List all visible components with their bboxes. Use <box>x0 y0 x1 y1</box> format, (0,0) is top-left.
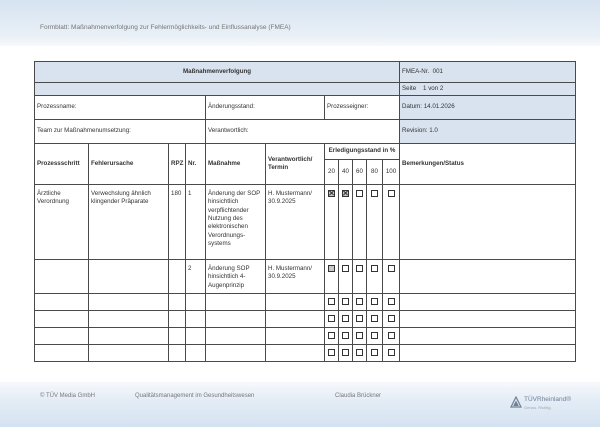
status-checkbox[interactable] <box>371 265 378 272</box>
status-checkbox[interactable] <box>388 332 395 339</box>
status-checkbox[interactable] <box>342 265 349 272</box>
status-checkbox[interactable] <box>342 332 349 339</box>
col-prozessschritt: Prozessschritt <box>35 144 89 185</box>
status-checkbox[interactable] <box>342 190 349 197</box>
status-checkbox[interactable] <box>342 315 349 322</box>
status-checkbox[interactable] <box>371 349 378 356</box>
nr-cell: 1 <box>186 185 206 260</box>
status-checkbox[interactable] <box>356 298 363 305</box>
status-checkbox[interactable] <box>342 349 349 356</box>
status-checkbox[interactable] <box>356 332 363 339</box>
aenderungsstand-label: Änderungsstand: <box>206 96 325 120</box>
tuv-rheinland-logo <box>510 395 580 415</box>
status-checkbox[interactable] <box>328 349 335 356</box>
percent-40: 40 <box>339 160 353 185</box>
footer-copyright: © TÜV Media GmbH <box>40 393 95 399</box>
fmea-nr-value: 001 <box>432 67 443 75</box>
verantwortlich-label: Verantwortlich: <box>206 120 400 144</box>
revision-cell: Revision: 1.0 <box>400 120 576 144</box>
status-checkbox[interactable] <box>356 315 363 322</box>
status-checkbox[interactable] <box>328 332 335 339</box>
datum-value: 14.01.2026 <box>423 103 455 111</box>
status-checkbox[interactable] <box>371 332 378 339</box>
percent-20: 20 <box>325 160 339 185</box>
table-row <box>35 294 576 311</box>
table-row <box>35 185 576 260</box>
status-checkbox[interactable] <box>328 190 335 197</box>
revision-value: 1.0 <box>429 127 438 135</box>
status-checkbox[interactable] <box>356 190 363 197</box>
col-verantwortlich: Verantwortlich/ Termin <box>266 144 325 185</box>
col-rpz: RPZ <box>169 144 186 185</box>
prozessname-label: Prozessname: <box>35 96 206 120</box>
footer-author: Claudia Brückner <box>335 393 382 399</box>
percent-100: 100 <box>383 160 400 185</box>
fmea-table <box>34 61 576 362</box>
status-checkbox[interactable] <box>388 265 395 272</box>
datum-cell: Datum: 14.01.2026 <box>400 96 576 120</box>
prozessschritt-cell: Ärztliche Verordnung <box>35 185 89 260</box>
rpz-cell: 180 <box>169 185 186 260</box>
seite-cell: Seite 1 von 2 <box>400 83 576 96</box>
status-checkbox[interactable] <box>388 298 395 305</box>
table-row <box>35 311 576 328</box>
col-fehlerursache: Fehlerursache <box>89 144 169 185</box>
percent-60: 60 <box>353 160 367 185</box>
nr-cell: 2 <box>186 260 206 294</box>
triangle-logo-icon <box>510 396 522 408</box>
table-row <box>35 328 576 345</box>
status-checkbox[interactable] <box>328 298 335 305</box>
verantwortlich-cell: H. Mustermann/ 30.9.2025 <box>266 260 325 294</box>
fehlerursache-cell: Verwechslung ähnlich klingender Präparate <box>89 185 169 260</box>
massnahme-cell: Änderung SOP hinsichtlich 4-Augenprinzip <box>206 260 266 294</box>
status-checkbox[interactable] <box>342 298 349 305</box>
fmea-nr-cell: FMEA-Nr. 001 <box>400 62 576 83</box>
status-checkbox[interactable] <box>371 315 378 322</box>
rpz-cell <box>169 260 186 294</box>
prozessschritt-cell <box>35 260 89 294</box>
table-row <box>35 260 576 294</box>
percent-80: 80 <box>367 160 383 185</box>
verantwortlich-cell: H. Mustermann/ 30.9.2025 <box>266 185 325 260</box>
status-checkbox[interactable] <box>328 315 335 322</box>
col-bemerkungen: Bemerkungen/Status <box>400 144 576 185</box>
col-erledigungsstand: Erledigungsstand in % <box>325 144 400 160</box>
team-label: Team zur Maßnahmenumsetzung: <box>35 120 206 144</box>
seite-value: 1 von 2 <box>423 84 444 92</box>
status-checkbox[interactable] <box>388 349 395 356</box>
header-band <box>0 0 600 46</box>
table-row <box>35 345 576 362</box>
status-checkbox[interactable] <box>388 190 395 197</box>
col-nr: Nr. <box>186 144 206 185</box>
status-checkbox[interactable] <box>371 190 378 197</box>
logo-tagline: Genau. Richtig. <box>524 405 552 410</box>
bemerkungen-cell <box>400 185 576 260</box>
logo-name: TÜVRheinland® <box>524 396 572 403</box>
status-checkbox[interactable] <box>328 265 335 272</box>
col-massnahme: Maßnahme <box>206 144 266 185</box>
form-heading: Maßnahmenverfolgung <box>35 62 400 83</box>
prozesseigner-label: Prozesseigner: <box>325 96 400 120</box>
massnahme-cell: Änderung der SOP hinsichtlich verpflichtender Nutzung des elektronischen Verordnungs-systems <box>206 185 266 260</box>
status-checkbox[interactable] <box>356 349 363 356</box>
bemerkungen-cell <box>400 260 576 294</box>
document-title: Formblatt: Maßnahmenverfolgung zur Fehlermöglichkeits- und Einflussanalyse (FMEA) <box>40 24 291 31</box>
status-checkbox[interactable] <box>356 265 363 272</box>
fehlerursache-cell <box>89 260 169 294</box>
status-checkbox[interactable] <box>388 315 395 322</box>
footer-subject: Qualitätsmanagement im Gesundheitswesen <box>135 393 255 399</box>
status-checkbox[interactable] <box>371 298 378 305</box>
